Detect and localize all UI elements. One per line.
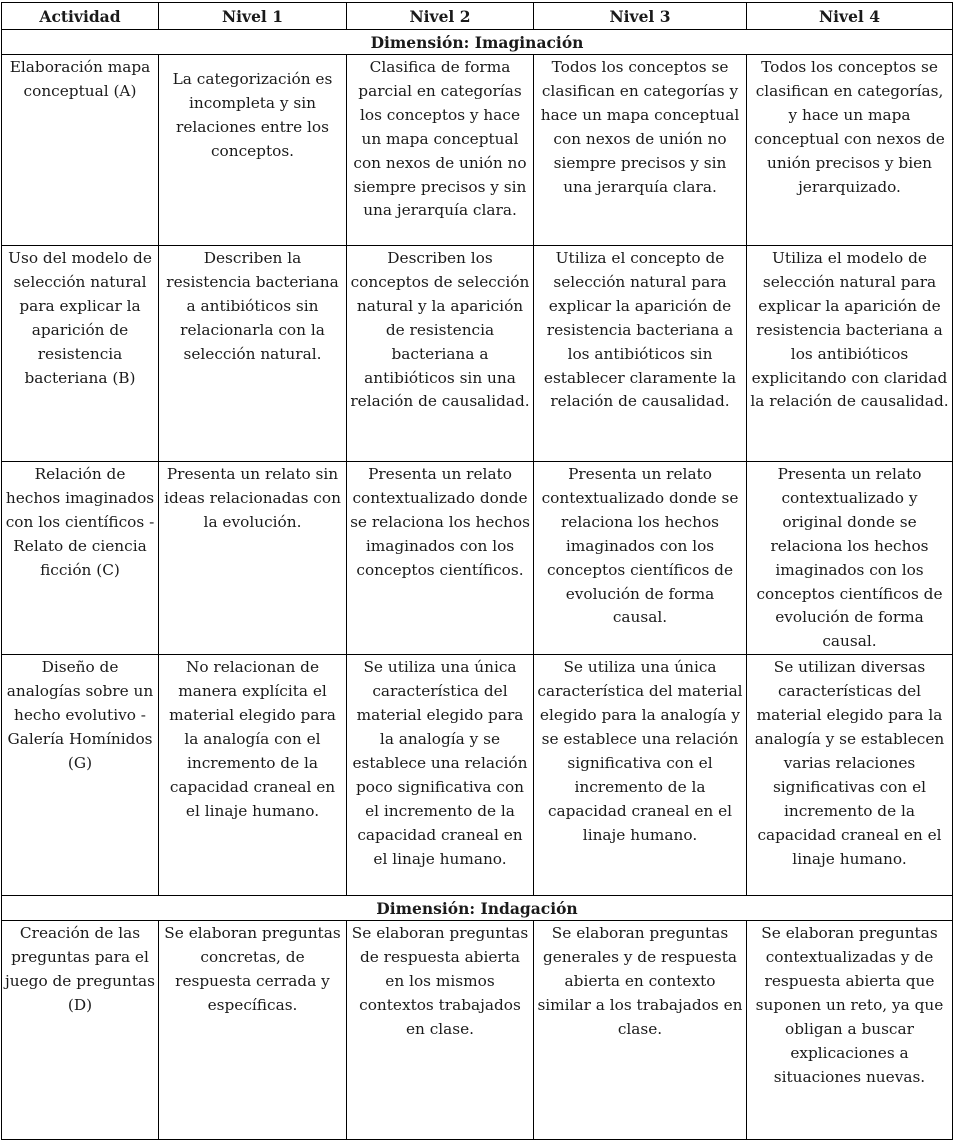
level-4-cell: Todos los conceptos se clasifican en categorías, y hace un mapa conceptual con nexos de unión precisos y bien jerarquizado. — [747, 55, 953, 246]
activity-cell: Elaboración mapa conceptual (A) — [2, 55, 159, 246]
activity-cell: Uso del modelo de selección natural para explicar la aparición de resistencia bacteriana (B) — [2, 246, 159, 462]
header-nivel-3: Nivel 3 — [534, 3, 747, 30]
level-3-cell: Se utiliza una única característica del material elegido para la analogía y se establece una relación significativa con el incremento de la capacidad craneal en el linaje humano. — [534, 655, 747, 896]
header-nivel-4: Nivel 4 — [747, 3, 953, 30]
table-row — [2, 246, 953, 462]
header-nivel-2: Nivel 2 — [347, 3, 534, 30]
level-3-cell: Todos los conceptos se clasifican en categorías y hace un mapa conceptual con nexos de unión no siempre precisos y sin una jerarquía clara. — [534, 55, 747, 246]
level-1-cell: No relacionan de manera explícita el material elegido para la analogía con el incremento de la capacidad craneal en el linaje humano. — [159, 655, 347, 896]
level-2-cell: Se utiliza una única característica del material elegido para la analogía y se establece una relación poco significativa con el incremento de la capacidad craneal en el linaje humano. — [347, 655, 534, 896]
section-header-row — [2, 30, 953, 55]
level-3-cell: Presenta un relato contextualizado donde se relaciona los hechos imaginados con los conceptos científicos de evolución de forma causal. — [534, 462, 747, 655]
level-4-cell: Presenta un relato contextualizado y original donde se relaciona los hechos imaginados con los conceptos científicos de evolución de forma causal. — [747, 462, 953, 655]
level-1-cell: Presenta un relato sin ideas relacionadas con la evolución. — [159, 462, 347, 655]
header-row — [2, 3, 953, 30]
section-header-row — [2, 896, 953, 921]
level-4-cell: Utiliza el modelo de selección natural para explicar la aparición de resistencia bacteriana a los antibióticos explicitando con claridad la relación de causalidad. — [747, 246, 953, 462]
level-2-cell: Presenta un relato contextualizado donde se relaciona los hechos imaginados con los conceptos científicos. — [347, 462, 534, 655]
level-3-cell: Se elaboran preguntas generales y de respuesta abierta en contexto similar a los trabajados en clase. — [534, 921, 747, 1140]
level-2-cell: Describen los conceptos de selección natural y la aparición de resistencia bacteriana a antibióticos sin una relación de causalidad. — [347, 246, 534, 462]
activity-cell: Relación de hechos imaginados con los científicos - Relato de ciencia ficción (C) — [2, 462, 159, 655]
level-1-cell: La categorización es incompleta y sin relaciones entre los conceptos. — [159, 55, 347, 246]
level-1-cell: Se elaboran preguntas concretas, de respuesta cerrada y específicas. — [159, 921, 347, 1140]
level-2-cell: Se elaboran preguntas de respuesta abierta en los mismos contextos trabajados en clase. — [347, 921, 534, 1140]
level-4-cell: Se utilizan diversas características del material elegido para la analogía y se establecen varias relaciones significativas con el incremento de la capacidad craneal en el linaje humano. — [747, 655, 953, 896]
table-row — [2, 462, 953, 655]
level-1-cell: Describen la resistencia bacteriana a antibióticos sin relacionarla con la selección natural. — [159, 246, 347, 462]
activity-cell: Creación de las preguntas para el juego de preguntas (D) — [2, 921, 159, 1140]
rubric-table — [1, 2, 953, 1140]
section-title-indagacion: Dimensión: Indagación — [2, 896, 953, 921]
table-row — [2, 921, 953, 1140]
section-title-imaginacion: Dimensión: Imaginación — [2, 30, 953, 55]
level-2-cell: Clasifica de forma parcial en categorías los conceptos y hace un mapa conceptual con nexos de unión no siempre precisos y sin una jerarquía clara. — [347, 55, 534, 246]
table-row — [2, 55, 953, 246]
activity-cell: Diseño de analogías sobre un hecho evolutivo - Galería Homínidos (G) — [2, 655, 159, 896]
header-nivel-1: Nivel 1 — [159, 3, 347, 30]
table-row — [2, 655, 953, 896]
level-4-cell: Se elaboran preguntas contextualizadas y de respuesta abierta que suponen un reto, ya que obligan a buscar explicaciones a situaciones nuevas. — [747, 921, 953, 1140]
header-actividad: Actividad — [2, 3, 159, 30]
level-3-cell: Utiliza el concepto de selección natural para explicar la aparición de resistencia bacteriana a los antibióticos sin establecer claramente la relación de causalidad. — [534, 246, 747, 462]
